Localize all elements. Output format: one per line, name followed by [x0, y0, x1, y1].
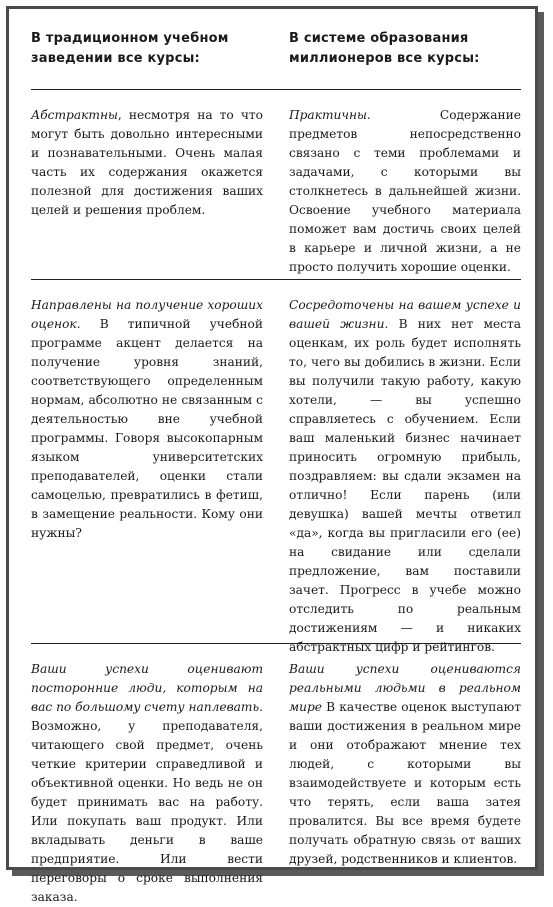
- millionaire-cell: [289, 660, 521, 884]
- table-row: [31, 644, 521, 904]
- cell-text: В типичной учебной программе акцент делается на получение уровня знаний, соответствующего определенным нормам, абсолютно не связанным с деятельностью вне учебной программы. Говоря высокопарным языком университетских преподавателей, оценки стали самоцелью, превратились в фетиш, в замещение реальности. Кому они нужны?: [31, 317, 263, 540]
- cell-text: Содержание предметов непосредственно связано с теми проблемами и задачами, с которыми вы столкнетесь в дальнейшей жизни. Освоение учебного материала поможет вам достичь своих целей в карьере и личной жизни, а не просто получить хорошие оценки.: [289, 108, 521, 274]
- cell-lead: Ваши успехи оценивают посторонние люди, которым на вас по большому счету наплевать.: [31, 662, 263, 714]
- comparison-table: [31, 29, 521, 904]
- table-row: [31, 90, 521, 280]
- millionaire-cell: [289, 296, 521, 654]
- cell-lead: Направлены на получение хороших оценок.: [31, 298, 263, 331]
- traditional-cell: [31, 296, 263, 643]
- traditional-cell: [31, 106, 263, 279]
- cell-text: В качестве оценок выступают ваши достижения в реальном мире и они отображают мнение тех людей, с которыми вы взаимодействуете и которым есть что терять, если ваша затея провалится. Вы все время будете получать обратную связь от ваших друзей, родственников и клиентов.: [289, 700, 521, 866]
- cell-text: Возможно, у преподавателя, читающего свой предмет, очень четкие критерии справедливой и объективной оценки. Но ведь не он будет принимать вас на работу. Или покупать ваш продукт. Или вкладывать деньги в ваше предприятие. Или вести переговоры о сроке выполнения заказа.: [31, 719, 263, 904]
- traditional-cell: [31, 660, 263, 904]
- millionaire-cell: [289, 106, 521, 279]
- cell-text: , несмотря на то что могут быть довольно интересными и познавательными. Очень малая часть их содержания окажется полезной для достижения ваших целей и решения проблем.: [31, 108, 263, 217]
- traditional-column-heading: В традиционном учебном заведении все курсы:: [31, 31, 229, 66]
- cell-text: В них нет места оценкам, их роль будет исполнять то, чего вы добились в жизни. Если вы получили такую работу, какую хотели, — вы успешно справляетесь с обучением. Если ваш маленький бизнес начинает приносить огромную прибыль, поздравляем: вы сдали экзамен на отлично! Если парень (или девушка) вашей мечты ответил «да», когда вы пригласили его (ее) на свидание или сделали предложение, вам поставили зачет. Прогресс в учебе можно отследить по реальным достижениям — и никаких абстрактных цифр и рейтингов.: [289, 317, 521, 654]
- table-header-row: [31, 29, 521, 90]
- cell-lead: Сосредоточены на вашем успехе и вашей жизни.: [289, 298, 521, 331]
- cell-lead: Абстрактны: [31, 108, 118, 122]
- millionaire-column-heading: В системе образования миллионеров все курсы:: [289, 31, 480, 66]
- cell-lead: Практичны.: [289, 108, 371, 122]
- comparison-table-frame: [6, 6, 538, 904]
- cell-lead: Ваши успехи оцениваются реальными людьми в реальном мире: [289, 662, 521, 714]
- table-row: [31, 280, 521, 654]
